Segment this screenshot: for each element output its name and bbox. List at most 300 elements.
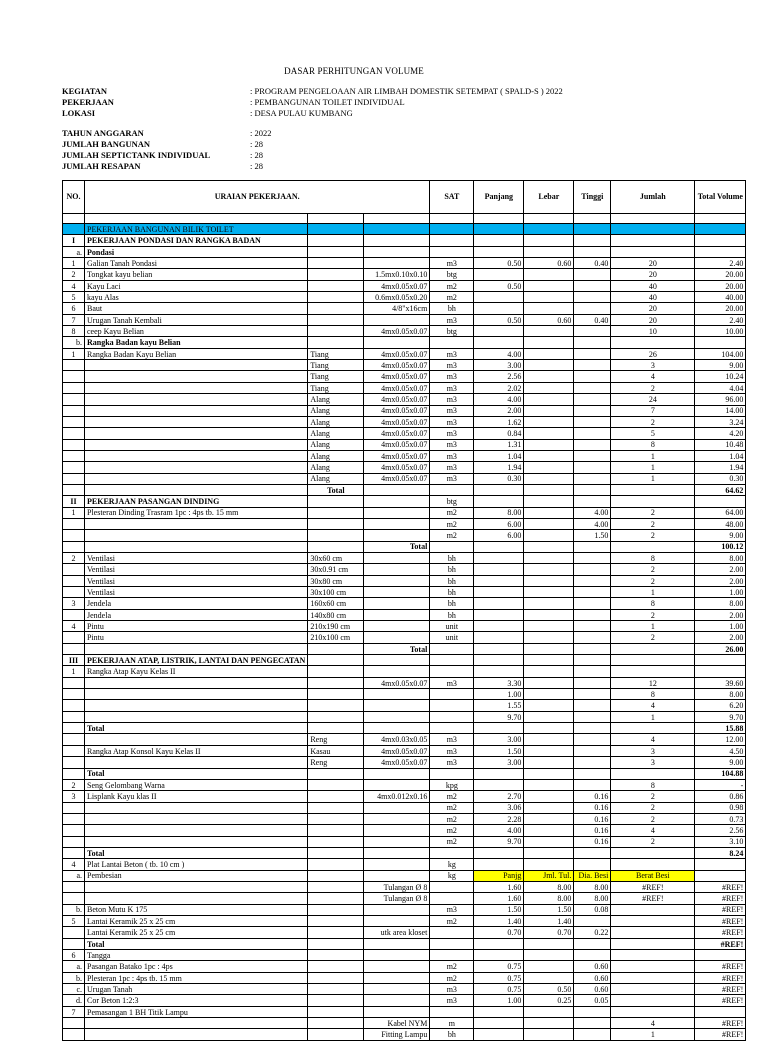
cell-item bbox=[85, 893, 308, 904]
cell-no bbox=[63, 881, 85, 892]
cell-sub bbox=[308, 859, 364, 870]
cell-panjang: 0.30 bbox=[474, 473, 524, 484]
cell-sub bbox=[308, 813, 364, 824]
info-value: : 28 bbox=[250, 139, 263, 149]
cell-panjang: 1.04 bbox=[474, 450, 524, 461]
cell-no bbox=[63, 428, 85, 439]
cell-panjang: 3.00 bbox=[474, 360, 524, 371]
cell-sub bbox=[308, 214, 364, 224]
cell-lebar bbox=[524, 621, 574, 632]
cell-total: 2.56 bbox=[695, 825, 746, 836]
cell-lebar: 0.50 bbox=[524, 984, 574, 995]
cell-lebar bbox=[524, 757, 574, 768]
table-row bbox=[63, 779, 746, 790]
cell-no: 2 bbox=[63, 779, 85, 790]
cell-spec: 4mx0.05x0.07 bbox=[364, 360, 430, 371]
cell-jumlah bbox=[611, 484, 695, 495]
cell-tinggi bbox=[574, 587, 611, 598]
cell-unit: m2 bbox=[430, 530, 474, 541]
cell-item: Plat Lantai Beton ( tb. 10 cm ) bbox=[85, 859, 308, 870]
table-row bbox=[63, 473, 746, 484]
cell-spec bbox=[364, 484, 430, 495]
cell-no bbox=[63, 382, 85, 393]
cell-lebar bbox=[524, 859, 574, 870]
cell-lebar bbox=[524, 394, 574, 405]
cell-lebar: 8.00 bbox=[524, 881, 574, 892]
cell-jumlah: 4 bbox=[611, 371, 695, 382]
cell-sub bbox=[308, 269, 364, 280]
cell-jumlah: 2 bbox=[611, 416, 695, 427]
cell-panjang: 3.00 bbox=[474, 734, 524, 745]
cell-lebar bbox=[524, 961, 574, 972]
cell-tinggi bbox=[574, 235, 611, 246]
cell-total bbox=[695, 655, 746, 666]
cell-item bbox=[85, 394, 308, 405]
cell-item bbox=[85, 214, 308, 224]
cell-item bbox=[85, 836, 308, 847]
cell-item: PEKERJAAN BANGUNAN BILIK TOILET bbox=[85, 224, 308, 235]
cell-jumlah: 8 bbox=[611, 598, 695, 609]
cell-unit: m3 bbox=[430, 348, 474, 359]
cell-panjang bbox=[474, 552, 524, 563]
cell-no bbox=[63, 360, 85, 371]
cell-spec: 4mx0.05x0.07 bbox=[364, 757, 430, 768]
cell-item: Seng Gelombang Warna bbox=[85, 779, 308, 790]
cell-spec bbox=[364, 224, 430, 235]
cell-unit bbox=[430, 643, 474, 654]
table-row bbox=[63, 972, 746, 983]
cell-item bbox=[85, 711, 308, 722]
cell-unit: kg bbox=[430, 870, 474, 881]
cell-item: Galian Tanah Pondasi bbox=[85, 258, 308, 269]
cell-panjang: 3.00 bbox=[474, 757, 524, 768]
cell-total: 1.04 bbox=[695, 450, 746, 461]
col-header: SAT bbox=[430, 181, 474, 214]
cell-jumlah: 2 bbox=[611, 530, 695, 541]
cell-spec bbox=[364, 598, 430, 609]
cell-jumlah: 7 bbox=[611, 405, 695, 416]
cell-no: 5 bbox=[63, 915, 85, 926]
cell-sub: Tiang bbox=[308, 360, 364, 371]
cell-item bbox=[85, 462, 308, 473]
cell-jumlah bbox=[611, 995, 695, 1006]
cell-spec bbox=[364, 609, 430, 620]
cell-panjang: 4.00 bbox=[474, 825, 524, 836]
cell-unit bbox=[430, 224, 474, 235]
cell-no: 6 bbox=[63, 303, 85, 314]
cell-total: 2.00 bbox=[695, 564, 746, 575]
cell-lebar bbox=[524, 507, 574, 518]
cell-panjang: Panjg bbox=[474, 870, 524, 881]
cell-lebar bbox=[524, 1006, 574, 1017]
cell-lebar bbox=[524, 405, 574, 416]
cell-total: 9.70 bbox=[695, 711, 746, 722]
cell-jumlah bbox=[611, 235, 695, 246]
cell-total: 64.62 bbox=[695, 484, 746, 495]
cell-panjang: 1.31 bbox=[474, 439, 524, 450]
cell-lebar bbox=[524, 745, 574, 756]
cell-tinggi: 0.16 bbox=[574, 813, 611, 824]
cell-no bbox=[63, 473, 85, 484]
table-row bbox=[63, 326, 746, 337]
cell-total: #REF! bbox=[695, 1029, 746, 1040]
cell-panjang: 2.28 bbox=[474, 813, 524, 824]
cell-tinggi bbox=[574, 734, 611, 745]
cell-spec bbox=[364, 700, 430, 711]
table-row bbox=[63, 1006, 746, 1017]
cell-lebar bbox=[524, 462, 574, 473]
cell-spec bbox=[364, 984, 430, 995]
cell-tinggi: 0.08 bbox=[574, 904, 611, 915]
cell-panjang bbox=[474, 575, 524, 586]
cell-unit: kpg bbox=[430, 779, 474, 790]
cell-sub bbox=[308, 518, 364, 529]
cell-lebar: 0.60 bbox=[524, 258, 574, 269]
cell-total: 0.86 bbox=[695, 791, 746, 802]
table-row bbox=[63, 813, 746, 824]
cell-sub: Alang bbox=[308, 405, 364, 416]
cell-no bbox=[63, 439, 85, 450]
cell-spec bbox=[364, 552, 430, 563]
cell-item bbox=[85, 428, 308, 439]
cell-jumlah: 8 bbox=[611, 552, 695, 563]
cell-total bbox=[695, 214, 746, 224]
cell-spec: 4mx0.05x0.07 bbox=[364, 473, 430, 484]
cell-tinggi: 0.16 bbox=[574, 802, 611, 813]
cell-tinggi bbox=[574, 360, 611, 371]
cell-tinggi bbox=[574, 768, 611, 779]
cell-item bbox=[85, 757, 308, 768]
table-row bbox=[63, 405, 746, 416]
cell-lebar bbox=[524, 847, 574, 858]
info-label: PEKERJAAN bbox=[62, 97, 114, 107]
cell-jumlah: 4 bbox=[611, 700, 695, 711]
cell-unit bbox=[430, 666, 474, 677]
table-row bbox=[63, 734, 746, 745]
cell-item bbox=[85, 450, 308, 461]
cell-tinggi bbox=[574, 552, 611, 563]
cell-item: Urugan Tanah Kembali bbox=[85, 314, 308, 325]
cell-lebar bbox=[524, 337, 574, 348]
cell-unit: m2 bbox=[430, 972, 474, 983]
cell-tinggi: 8.00 bbox=[574, 881, 611, 892]
cell-jumlah bbox=[611, 541, 695, 552]
cell-lebar bbox=[524, 371, 574, 382]
cell-total: 9.00 bbox=[695, 757, 746, 768]
table-row bbox=[63, 269, 746, 280]
cell-lebar bbox=[524, 1029, 574, 1040]
cell-unit: m3 bbox=[430, 439, 474, 450]
cell-sub: 140x80 cm bbox=[308, 609, 364, 620]
cell-sub bbox=[308, 292, 364, 303]
cell-panjang bbox=[474, 235, 524, 246]
cell-lebar bbox=[524, 214, 574, 224]
cell-tinggi bbox=[574, 700, 611, 711]
table-row bbox=[63, 984, 746, 995]
cell-tinggi bbox=[574, 915, 611, 926]
cell-tinggi: 1.50 bbox=[574, 530, 611, 541]
cell-spec: 4mx0.05x0.07 bbox=[364, 462, 430, 473]
cell-sub bbox=[308, 825, 364, 836]
cell-panjang: 2.56 bbox=[474, 371, 524, 382]
cell-jumlah: 1 bbox=[611, 711, 695, 722]
cell-jumlah: 8 bbox=[611, 779, 695, 790]
cell-lebar bbox=[524, 473, 574, 484]
cell-no: 1 bbox=[63, 666, 85, 677]
cell-tinggi bbox=[574, 382, 611, 393]
cell-lebar bbox=[524, 575, 574, 586]
table-row bbox=[63, 439, 746, 450]
cell-jumlah bbox=[611, 938, 695, 949]
cell-panjang bbox=[474, 632, 524, 643]
cell-jumlah: 1 bbox=[611, 450, 695, 461]
cell-item bbox=[85, 371, 308, 382]
cell-item bbox=[85, 439, 308, 450]
cell-total bbox=[695, 859, 746, 870]
cell-no bbox=[63, 836, 85, 847]
cell-tinggi bbox=[574, 224, 611, 235]
cell-sub bbox=[308, 768, 364, 779]
cell-lebar bbox=[524, 972, 574, 983]
cell-no bbox=[63, 371, 85, 382]
cell-spec: 4mx0.05x0.07 bbox=[364, 416, 430, 427]
cell-lebar bbox=[524, 235, 574, 246]
cell-unit bbox=[430, 927, 474, 938]
cell-tinggi bbox=[574, 666, 611, 677]
cell-item bbox=[85, 677, 308, 688]
cell-tinggi bbox=[574, 655, 611, 666]
cell-item bbox=[85, 1029, 308, 1040]
cell-tinggi bbox=[574, 428, 611, 439]
col-header: Jumlah bbox=[611, 181, 695, 214]
cell-lebar bbox=[524, 643, 574, 654]
cell-sub bbox=[308, 666, 364, 677]
table-row bbox=[63, 643, 746, 654]
cell-no: I bbox=[63, 235, 85, 246]
cell-total: #REF! bbox=[695, 938, 746, 949]
table-row bbox=[63, 915, 746, 926]
cell-total: 3.24 bbox=[695, 416, 746, 427]
cell-no bbox=[63, 893, 85, 904]
table-row bbox=[63, 214, 746, 224]
cell-spec: 4mx0.012x0.16 bbox=[364, 791, 430, 802]
table-row bbox=[63, 382, 746, 393]
cell-item: Ventilasi bbox=[85, 552, 308, 563]
table-row bbox=[63, 961, 746, 972]
cell-sub bbox=[308, 802, 364, 813]
cell-lebar bbox=[524, 791, 574, 802]
cell-sub: Total bbox=[308, 484, 364, 495]
table-row bbox=[63, 791, 746, 802]
cell-tinggi: 8.00 bbox=[574, 893, 611, 904]
cell-jumlah: 10 bbox=[611, 326, 695, 337]
cell-unit bbox=[430, 938, 474, 949]
cell-jumlah: 20 bbox=[611, 314, 695, 325]
cell-sub bbox=[308, 893, 364, 904]
cell-lebar: 8.00 bbox=[524, 893, 574, 904]
cell-jumlah: 2 bbox=[611, 632, 695, 643]
cell-tinggi bbox=[574, 337, 611, 348]
table-row bbox=[63, 893, 746, 904]
table-row bbox=[63, 655, 746, 666]
cell-panjang: 4.00 bbox=[474, 394, 524, 405]
cell-total: 8.00 bbox=[695, 689, 746, 700]
cell-sub bbox=[308, 972, 364, 983]
cell-jumlah: 2 bbox=[611, 382, 695, 393]
cell-unit: bh bbox=[430, 564, 474, 575]
cell-item: Pintu bbox=[85, 621, 308, 632]
cell-sub: 30x0.91 cm bbox=[308, 564, 364, 575]
cell-unit bbox=[430, 689, 474, 700]
cell-total bbox=[695, 666, 746, 677]
cell-panjang bbox=[474, 484, 524, 495]
cell-lebar bbox=[524, 609, 574, 620]
cell-total: 96.00 bbox=[695, 394, 746, 405]
cell-total: 2.00 bbox=[695, 632, 746, 643]
cell-sub: Kasau bbox=[308, 745, 364, 756]
cell-spec: 4mx0.05x0.07 bbox=[364, 394, 430, 405]
cell-spec bbox=[364, 711, 430, 722]
table-row bbox=[63, 371, 746, 382]
cell-panjang bbox=[474, 224, 524, 235]
cell-jumlah bbox=[611, 723, 695, 734]
cell-total: 1.00 bbox=[695, 587, 746, 598]
cell-item: Beton Mutu K 175 bbox=[85, 904, 308, 915]
cell-spec bbox=[364, 1006, 430, 1017]
cell-total: #REF! bbox=[695, 972, 746, 983]
cell-total: 2.00 bbox=[695, 575, 746, 586]
cell-jumlah: 5 bbox=[611, 428, 695, 439]
cell-tinggi bbox=[574, 575, 611, 586]
col-header: NO. bbox=[63, 181, 85, 214]
cell-lebar bbox=[524, 292, 574, 303]
cell-item: Total bbox=[85, 723, 308, 734]
table-row bbox=[63, 870, 746, 881]
cell-lebar bbox=[524, 541, 574, 552]
table-row bbox=[63, 950, 746, 961]
table-row bbox=[63, 677, 746, 688]
cell-unit bbox=[430, 711, 474, 722]
cell-tinggi bbox=[574, 847, 611, 858]
cell-spec: 4mx0.05x0.07 bbox=[364, 405, 430, 416]
cell-total: 48.00 bbox=[695, 518, 746, 529]
cell-lebar bbox=[524, 938, 574, 949]
cell-jumlah: 2 bbox=[611, 564, 695, 575]
cell-unit: m2 bbox=[430, 813, 474, 824]
cell-spec bbox=[364, 337, 430, 348]
cell-sub: Tiang bbox=[308, 348, 364, 359]
cell-panjang bbox=[474, 214, 524, 224]
cell-panjang bbox=[474, 326, 524, 337]
cell-unit: m3 bbox=[430, 314, 474, 325]
cell-lebar bbox=[524, 779, 574, 790]
cell-tinggi bbox=[574, 677, 611, 688]
cell-jumlah: 1 bbox=[611, 473, 695, 484]
col-header: Total Volume bbox=[695, 181, 746, 214]
cell-spec: Tulangan Ø 8 bbox=[364, 881, 430, 892]
cell-sub bbox=[308, 1006, 364, 1017]
cell-no: d. bbox=[63, 995, 85, 1006]
cell-spec bbox=[364, 825, 430, 836]
cell-no: 2 bbox=[63, 269, 85, 280]
cell-panjang: 1.94 bbox=[474, 462, 524, 473]
cell-jumlah bbox=[611, 224, 695, 235]
cell-item: Kayu Laci bbox=[85, 280, 308, 291]
cell-tinggi bbox=[574, 541, 611, 552]
cell-unit: m3 bbox=[430, 382, 474, 393]
cell-total: 104.88 bbox=[695, 768, 746, 779]
cell-item: PEKERJAAN PONDASI DAN RANGKA BADAN bbox=[85, 235, 308, 246]
cell-jumlah bbox=[611, 337, 695, 348]
cell-unit: m2 bbox=[430, 791, 474, 802]
cell-no: a. bbox=[63, 246, 85, 257]
cell-panjang: 9.70 bbox=[474, 711, 524, 722]
cell-sub bbox=[308, 326, 364, 337]
cell-spec: 4mx0.05x0.07 bbox=[364, 745, 430, 756]
cell-spec: 4mx0.05x0.07 bbox=[364, 450, 430, 461]
cell-panjang bbox=[474, 564, 524, 575]
cell-unit: unit bbox=[430, 632, 474, 643]
cell-unit: m3 bbox=[430, 416, 474, 427]
cell-tinggi: 0.16 bbox=[574, 791, 611, 802]
cell-spec: Kabel NYM bbox=[364, 1018, 430, 1029]
cell-total: #REF! bbox=[695, 995, 746, 1006]
cell-panjang bbox=[474, 292, 524, 303]
cell-unit bbox=[430, 541, 474, 552]
cell-unit: m bbox=[430, 1018, 474, 1029]
cell-lebar bbox=[524, 280, 574, 291]
cell-no bbox=[63, 1029, 85, 1040]
cell-spec bbox=[364, 870, 430, 881]
cell-spec: Fitting Lampu bbox=[364, 1029, 430, 1040]
cell-panjang bbox=[474, 655, 524, 666]
cell-sub bbox=[308, 643, 364, 654]
cell-no bbox=[63, 575, 85, 586]
info-label: LOKASI bbox=[62, 108, 96, 118]
cell-unit: bh bbox=[430, 598, 474, 609]
cell-unit bbox=[430, 893, 474, 904]
cell-lebar bbox=[524, 1018, 574, 1029]
cell-item: Total bbox=[85, 768, 308, 779]
cell-sub bbox=[308, 927, 364, 938]
cell-item: kayu Alas bbox=[85, 292, 308, 303]
cell-tinggi bbox=[574, 779, 611, 790]
table-row bbox=[63, 360, 746, 371]
cell-item bbox=[85, 382, 308, 393]
cell-unit: m3 bbox=[430, 745, 474, 756]
cell-total: 0.98 bbox=[695, 802, 746, 813]
cell-panjang: 0.75 bbox=[474, 972, 524, 983]
cell-item bbox=[85, 825, 308, 836]
table-body bbox=[63, 214, 746, 1041]
cell-lebar bbox=[524, 428, 574, 439]
cell-sub: 210x100 cm bbox=[308, 632, 364, 643]
cell-spec bbox=[364, 214, 430, 224]
table-row bbox=[63, 428, 746, 439]
cell-spec bbox=[364, 847, 430, 858]
cell-no bbox=[63, 214, 85, 224]
cell-sub bbox=[308, 1018, 364, 1029]
cell-panjang bbox=[474, 609, 524, 620]
cell-item: Baut bbox=[85, 303, 308, 314]
cell-unit: m2 bbox=[430, 961, 474, 972]
cell-spec bbox=[364, 235, 430, 246]
cell-lebar: 0.70 bbox=[524, 927, 574, 938]
cell-no: b. bbox=[63, 972, 85, 983]
cell-jumlah: 1 bbox=[611, 1029, 695, 1040]
cell-no: II bbox=[63, 496, 85, 507]
cell-spec bbox=[364, 666, 430, 677]
